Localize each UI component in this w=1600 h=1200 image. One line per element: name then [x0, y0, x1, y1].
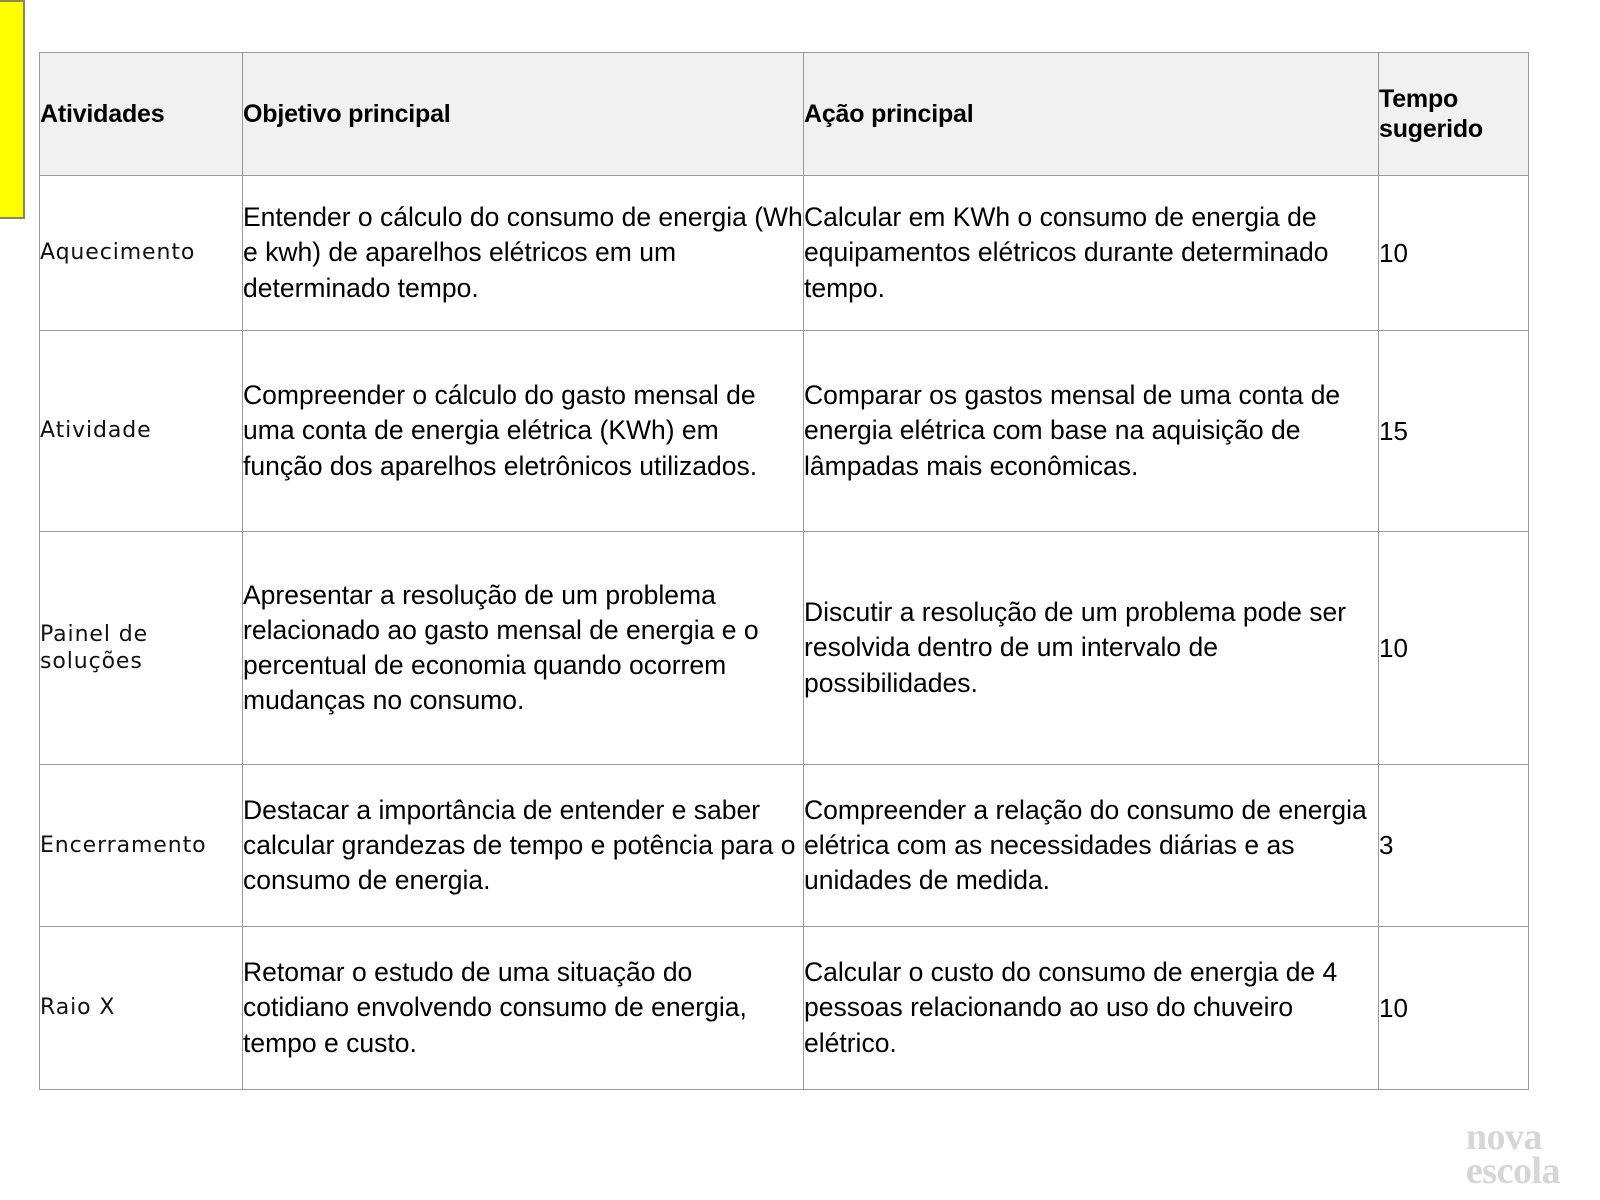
cell-atividade: Encerramento: [40, 765, 243, 927]
table-header: [40, 53, 1529, 176]
logo-line-nova: nova: [1465, 1116, 1543, 1159]
cell-tempo: 10: [1379, 176, 1529, 331]
cell-tempo: 15: [1379, 331, 1529, 532]
column-header-atividades: Atividades: [40, 53, 243, 176]
cell-objetivo: Retomar o estudo de uma situação do cotidiano envolvendo consumo de energia, tempo e custo.: [243, 927, 804, 1090]
cell-acao: Calcular em KWh o consumo de energia de equipamentos elétricos durante determinado tempo.: [804, 176, 1379, 331]
cell-atividade: Aquecimento: [40, 176, 243, 331]
cell-objetivo: Destacar a importância de entender e saber calcular grandezas de tempo e potência para o consumo de energia.: [243, 765, 804, 927]
table-row: [40, 927, 1529, 1090]
column-header-acao-principal: Ação principal: [804, 53, 1379, 176]
cell-acao: Comparar os gastos mensal de uma conta de energia elétrica com base na aquisição de lâmpadas mais econômicas.: [804, 331, 1379, 532]
cell-objetivo: Entender o cálculo do consumo de energia (Wh e kwh) de aparelhos elétricos em um determinado tempo.: [243, 176, 804, 331]
lesson-plan-table-container: [39, 52, 1528, 1090]
cell-acao: Compreender a relação do consumo de energia elétrica com as necessidades diárias e as unidades de medida.: [804, 765, 1379, 927]
cell-acao: Calcular o custo do consumo de energia de 4 pessoas relacionando ao uso do chuveiro elétrico.: [804, 927, 1379, 1090]
logo-line-escola: escola: [1465, 1149, 1560, 1192]
table-header-row: [40, 53, 1529, 176]
column-header-tempo-sugerido: Tempo sugerido: [1379, 53, 1529, 176]
cell-tempo: 3: [1379, 765, 1529, 927]
nova-escola-logo: [1465, 1116, 1560, 1192]
cell-tempo: 10: [1379, 532, 1529, 765]
cell-tempo: 10: [1379, 927, 1529, 1090]
lesson-plan-table: [39, 52, 1529, 1090]
cell-atividade: Atividade: [40, 331, 243, 532]
cell-objetivo: Compreender o cálculo do gasto mensal de uma conta de energia elétrica (KWh) em função dos aparelhos eletrônicos utilizados.: [243, 331, 804, 532]
table-row: [40, 331, 1529, 532]
cell-atividade: Raio X: [40, 927, 243, 1090]
column-header-objetivo-principal: Objetivo principal: [243, 53, 804, 176]
table-row: [40, 176, 1529, 331]
cell-atividade: Painel de soluções: [40, 532, 243, 765]
yellow-highlight-marker: [0, 0, 25, 219]
cell-acao: Discutir a resolução de um problema pode ser resolvida dentro de um intervalo de possibilidades.: [804, 532, 1379, 765]
cell-objetivo: Apresentar a resolução de um problema relacionado ao gasto mensal de energia e o percentual de economia quando ocorrem mudanças no consumo.: [243, 532, 804, 765]
table-body: [40, 176, 1529, 1090]
table-row: [40, 532, 1529, 765]
table-row: [40, 765, 1529, 927]
